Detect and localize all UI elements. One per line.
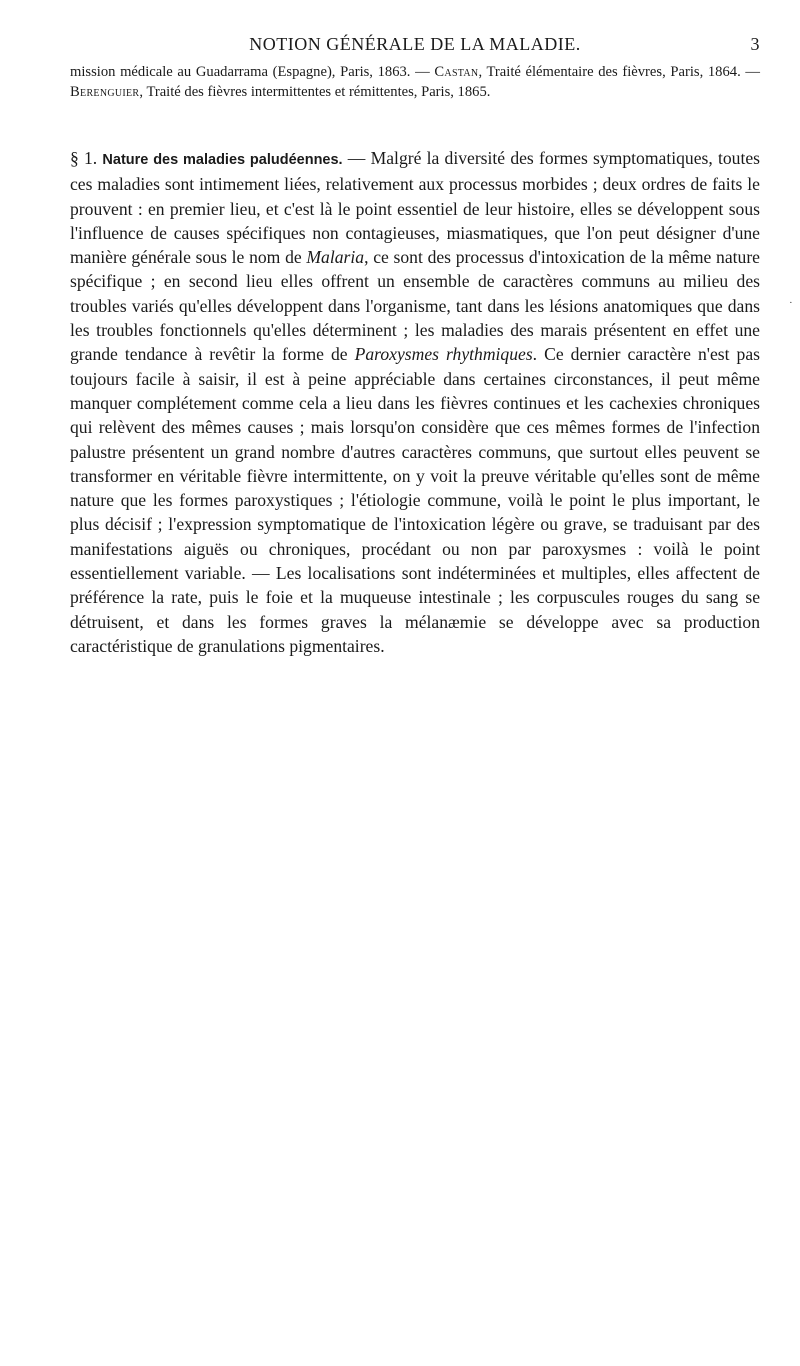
- paragraph-text: . Ce dernier caractère n'est pas toujours facile à saisir, il est à peine appréciable dans certaines circonstances, il peut même manquer complétement comme cela a lieu dans les fièvres continues et les cachexies chroniques qui relèvent des mêmes causes ; mais lorsqu'on considère que ces mêmes formes de l'infection palustre présentent un grand nombre d'autres caractères communs, que surtout elles peuvent se transformer en véritable fièvre intermittente, on y voit la preuve véritable qu'elles sont de même nature que les formes paroxystiques ; l'étiologie commune, voilà le point le plus important, le plus décisif ; l'expression symptomatique de l'intoxication légère ou grave, se traduisant par des manifestations aiguës ou chroniques, procédant ou non par paroxysmes : voilà le point essentiellement variable. — Les localisations sont indéterminées et multiples, elles affectent de préférence la rate, puis le foie et la muqueuse intestinale ; les corpuscules rouges du sang se détruisent, et dans les formes graves la mélanæmie se développe avec sa production caractéristique de granulations pigmentaires.: [70, 344, 760, 656]
- section-number: § 1.: [70, 148, 103, 168]
- paragraph-text: , ce sont des processus d'intoxication de la même nature spécifique ; en second lieu elles offrent un ensemble de caractères communs au milieu des troubles variés qu'elles développent dans l'organisme, tant dans les lésions anatomiques que dans les troubles fonctionnels qu'elles déterminent ; les maladies des marais présentent en effet une grande tendance à revêtir la forme de: [70, 247, 760, 365]
- section-heading: Nature des maladies paludéennes.: [102, 152, 343, 168]
- page-number: 3: [750, 34, 760, 54]
- margin-mark: ·: [789, 297, 793, 309]
- reference-author: Berenguier: [70, 84, 140, 100]
- italic-term: Paroxysmes rhythmiques: [354, 344, 533, 365]
- reference-author: Castan: [434, 64, 479, 80]
- reference-text: , Traité des fièvres intermittentes et rémittentes, Paris, 1865.: [139, 84, 491, 100]
- italic-term: Malaria: [306, 247, 365, 268]
- running-head: [70, 34, 760, 56]
- paragraph-text: — Malgré la diversité des formes symptomatiques, toutes ces maladies sont intimement liées, relativement aux processus morbides ; deux ordres de faits le prouvent : en premier lieu, et c'est là le point essentiel de leur histoire, elles se développent sous l'influence de causes spécifiques non contagieuses, miasmatiques, que l'on peut désigner d'une manière générale sous le nom de: [70, 148, 761, 268]
- reference-text: mission médicale au Guadarrama (Espagne), Paris, 1863. —: [70, 64, 435, 80]
- running-title: NOTION GÉNÉRALE DE LA MALADIE.: [249, 34, 581, 54]
- bibliographic-references: [70, 62, 760, 102]
- section-paragraph: [70, 146, 760, 658]
- reference-text: , Traité élémentaire des fièvres, Paris, 1864. —: [478, 64, 760, 80]
